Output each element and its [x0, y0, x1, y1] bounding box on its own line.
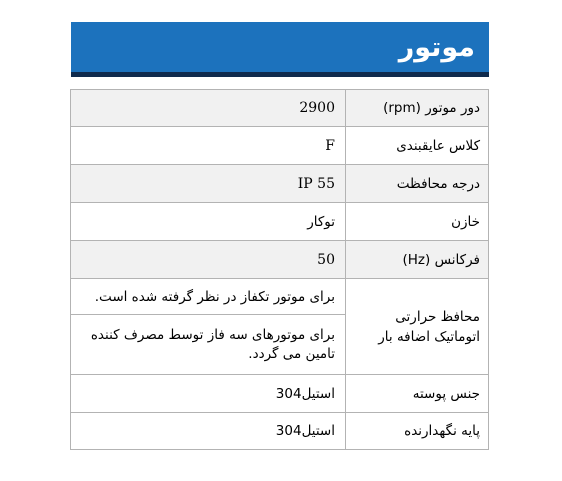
spec-value: استیل304 [71, 375, 346, 413]
section-title: موتور [398, 31, 475, 63]
spec-value: IP 55 [71, 165, 346, 203]
spec-label: خازن [346, 203, 489, 241]
table-row [71, 90, 489, 127]
spec-label: کلاس عایقبندی [346, 127, 489, 165]
spec-value: 2900 [71, 90, 346, 127]
motor-spec-card [71, 22, 489, 450]
table-row [71, 413, 489, 450]
table-row [71, 127, 489, 165]
spec-label: جنس پوسته [346, 375, 489, 413]
table-row [71, 375, 489, 413]
spec-value: 50 [71, 241, 346, 279]
spec-value: استیل304 [71, 413, 346, 450]
table-row [71, 241, 489, 279]
spec-label: درجه محافظت [346, 165, 489, 203]
table-row [71, 165, 489, 203]
section-header [71, 22, 489, 77]
spec-label: پایه نگهدارنده [346, 413, 489, 450]
spec-label: محافظ حرارتی اتوماتیک اضافه بار [346, 279, 489, 375]
table-row [71, 279, 489, 315]
spec-table [70, 89, 489, 450]
spec-value: برای موتورهای سه فاز توسط مصرف کننده تامین می گردد. [71, 315, 346, 375]
spec-value: برای موتور تکفاز در نظر گرفته شده است. [71, 279, 346, 315]
table-row [71, 203, 489, 241]
spec-value: توکار [71, 203, 346, 241]
spec-value: F [71, 127, 346, 165]
spec-label: فرکانس (Hz) [346, 241, 489, 279]
spec-label: دور موتور (rpm) [346, 90, 489, 127]
